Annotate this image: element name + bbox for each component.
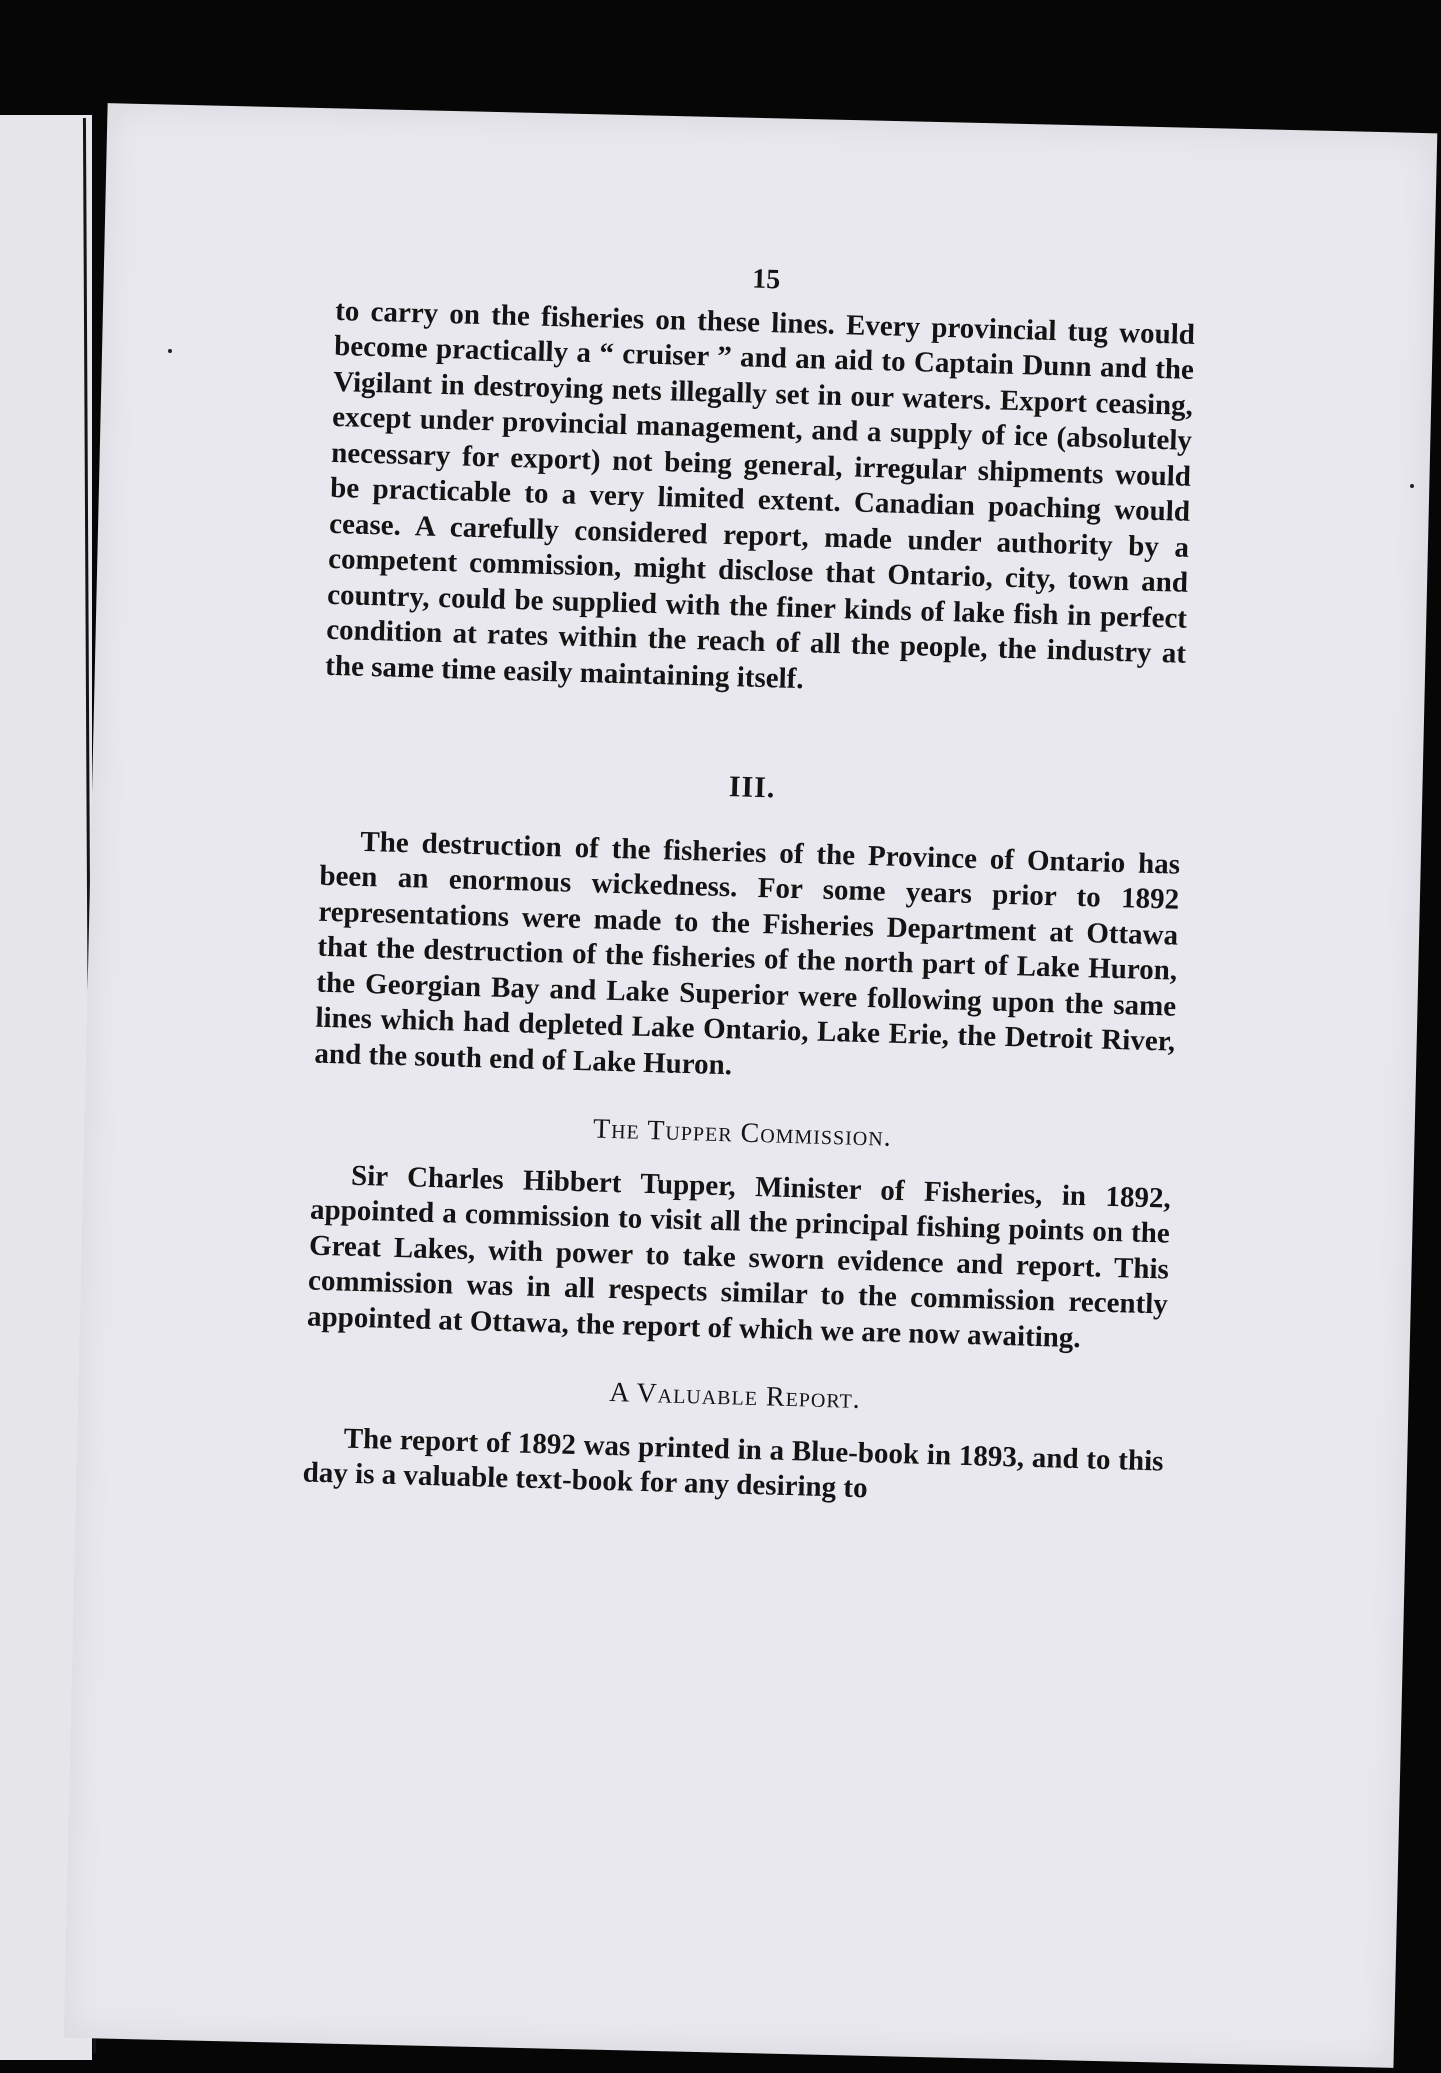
dust-speck <box>1410 484 1414 488</box>
heading-tupper-commission: The Tupper Commission. <box>592 1113 893 1153</box>
page-number: 15 <box>751 263 781 296</box>
paragraph-continued: to carry on the fisheries on these lines. Every provincial tug would become practically a “ cruiser ” and an aid to Captain Dunn and the Vigilant in destroying nets illegally set in our waters. Export ceasing, except under provincial management, and a supply of ice (absolutely necessary for export) not being general, irregular shipments would be practicable to a very limited extent. Canadian poaching would cease. A carefully considered report, made under authority by a competent commission, might disclose that Ontario, city, town and country, could be supplied with the finer kinds of lake fish in perfect condition at rates within the reach of all the people, the industry at the same time easily maintaining itself. <box>324 294 1196 695</box>
dust-speck <box>168 349 172 353</box>
paragraph-tupper: Sir Charles Hibbert Tupper, Minister of Fisheries, in 1892, appointed a commission to visit all the principal fishing points on the Great Lakes, with power to take sworn evidence and report. This commission was in all respects similar to the commission recently appointed at Ottawa, the report of which we are now awaiting. <box>306 1159 1172 1354</box>
paragraph-destruction: The destruction of the fisheries of the Province of Ontario has been an enormous wickedness. For some years prior to 1892 representations were made to the Fisheries Department at Ottawa that the destruction of the fisheries of the north part of Lake Huron, the Georgian Bay and Lake Superior were following upon the same lines which had depleted Lake Ontario, Lake Erie, the Detroit River, and the south end of Lake Huron. <box>314 825 1181 1081</box>
section-numeral: III. <box>728 770 776 805</box>
paragraph-report: The report of 1892 was printed in a Blue-book in 1893, and to this day is a valuable text-book for any desiring to <box>302 1422 1164 1505</box>
page-content <box>302 140 1199 1515</box>
heading-valuable-report: A Valuable Report. <box>608 1377 862 1416</box>
